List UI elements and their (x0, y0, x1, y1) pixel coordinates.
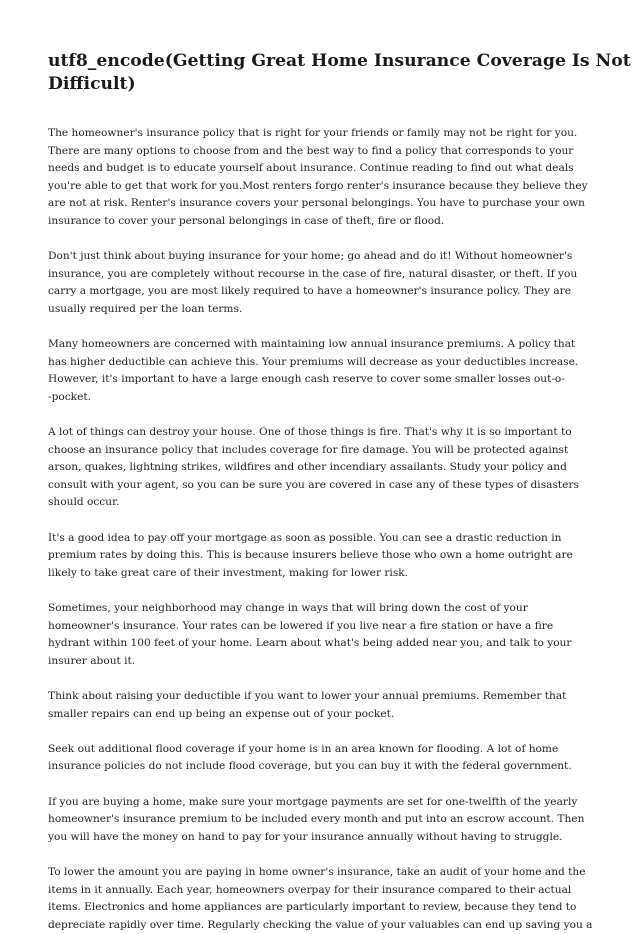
text-line: To lower the amount you are paying in home owner's insurance, take an audit of your home and the (48, 865, 586, 878)
document-title (48, 50, 631, 96)
paragraph (48, 248, 594, 318)
title-line: utf8_encode(Getting Great Home Insurance Coverage Is Not (48, 51, 631, 71)
title-line: Difficult) (48, 74, 136, 94)
text-line: items. Electronics and home appliances are particularly important to review, because they tend to (48, 901, 577, 914)
text-line: carry a mortgage, you are most likely required to have a homeowner's insurance policy. They are (48, 285, 571, 298)
text-line: are not at risk. Renter's insurance covers your personal belongings. You have to purchase your own (48, 197, 586, 210)
text-line: you will have the money on hand to pay for your insurance annually without having to struggle. (48, 830, 563, 843)
paragraph (48, 794, 594, 847)
text-line: The homeowner's insurance policy that is right for your friends or family may not be right for you. (48, 127, 578, 139)
text-line: If you are buying a home, make sure your mortgage payments are set for one-twelfth of the yearly (48, 795, 578, 808)
paragraph (48, 125, 594, 231)
text-line: A lot of things can destroy your house. One of those things is fire. That's why it is so important to (48, 426, 572, 439)
text-line: Don't just think about buying insurance for your home; go ahead and do it! Without homeowner's (48, 250, 573, 263)
text-line: arson, quakes, lightning strikes, wildfires and other incendiary assailants. Study your policy and (48, 461, 567, 474)
text-line: needs and budget is to educate yourself about insurance. Continue reading to find out what deals (48, 162, 574, 175)
text-line: However, it's important to have a large enough cash reserve to cover some smaller losses out-o- (48, 373, 565, 386)
text-line: It's a good idea to pay off your mortgage as soon as possible. You can see a drastic reduction in (48, 531, 562, 544)
paragraph (48, 688, 594, 723)
text-line: likely to take great care of their investment, making for lower risk. (48, 566, 409, 579)
text-line: usually required per the loan terms. (48, 302, 243, 315)
text-line: Seek out additional flood coverage if your home is in an area known for flooding. A lot of home (48, 742, 559, 755)
text-line: -pocket. (48, 390, 91, 403)
text-line: Sometimes, your neighborhood may change in ways that will bring down the cost of your (48, 602, 528, 615)
text-line: There are many options to choose from and the best way to find a policy that corresponds to your (48, 144, 574, 157)
paragraph (48, 741, 594, 776)
text-line: should occur. (48, 496, 120, 509)
text-line: insurance to cover your personal belongings in case of theft, fire or flood. (48, 214, 445, 227)
text-line: Think about raising your deductible if you want to lower your annual premiums. Remember that (48, 690, 567, 702)
text-line: smaller repairs can end up being an expense out of your pocket. (48, 707, 395, 720)
paragraph (48, 424, 594, 512)
text-line: insurer about it. (48, 654, 136, 667)
text-line: items in it annually. Each year, homeowners overpay for their insurance compared to their actual (48, 883, 572, 896)
paragraph (48, 530, 594, 583)
text-line: insurance policies do not include flood coverage, but you can buy it with the federal government. (48, 760, 572, 773)
text-line: choose an insurance policy that includes coverage for fire damage. You will be protected against (48, 443, 569, 456)
paragraph (48, 336, 594, 406)
text-line: homeowner's insurance premium to be included every month and put into an escrow account. Then (48, 813, 585, 826)
text-line: you're able to get that work for you.Most renters forgo renter's insurance because they believe they (48, 179, 588, 192)
text-line: homeowner's insurance. Your rates can be lowered if you live near a fire station or have a fire (48, 619, 554, 632)
paragraph (48, 864, 594, 934)
text-line: consult with your agent, so you can be sure you are covered in case any of these types of disasters (48, 478, 579, 491)
paragraph (48, 600, 594, 670)
text-line: premium rates by doing this. This is because insurers believe those who own a home outright are (48, 549, 573, 562)
text-line: has higher deductible can achieve this. Your premiums will decrease as your deductibles increase. (48, 355, 579, 368)
text-line: hydrant within 100 feet of your home. Learn about what's being added near you, and talk to your (48, 637, 572, 650)
text-line: Many homeowners are concerned with maintaining low annual insurance premiums. A policy that (48, 338, 576, 351)
text-line: depreciate rapidly over time. Regularly checking the value of your valuables can end up saving you a (48, 918, 593, 931)
text-line: insurance, you are completely without recourse in the case of fire, natural disaster, or theft. If you (48, 267, 578, 280)
